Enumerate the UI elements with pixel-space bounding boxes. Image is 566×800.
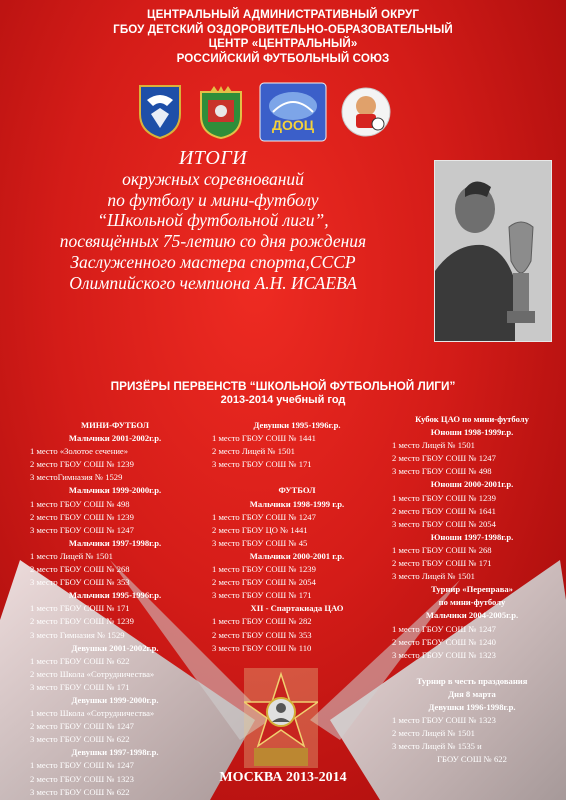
player-with-trophy-photo: [435, 161, 551, 341]
header-line: ГБОУ ДЕТСКИЙ ОЗДОРОВИТЕЛЬНО-ОБРАЗОВАТЕЛЬНЫЙ: [113, 22, 453, 36]
category-heading: Юноши 1997-1998г.р.: [430, 531, 514, 542]
category-heading: Мальчики 1995-1996г.р.: [68, 590, 162, 601]
prizewinners-header: [0, 379, 566, 407]
category-heading: Девушки 1997-1998г.р.: [71, 747, 159, 758]
category-heading: Турнир «Переправа»: [431, 584, 513, 595]
result-line: 3 место ГБОУ СОШ № 171: [212, 590, 312, 601]
result-line: 1 место «Золотое сечение»: [30, 446, 129, 457]
result-line: 2 место ГБОУ СОШ № 1247: [30, 721, 134, 732]
result-line: 3 место ГБОУ СОШ № 171: [212, 459, 312, 470]
category-heading: Юноши 1998-1999г.р.: [430, 427, 514, 438]
organization-header: [0, 8, 566, 66]
category-heading: Юноши 2000-2001г.р.: [430, 479, 514, 490]
result-line: 2 место ГБОУ СОШ № 171: [392, 558, 492, 569]
category-heading: Дня 8 марта: [448, 688, 496, 699]
result-line: 1 место ГБОУ СОШ № 1247: [392, 623, 496, 634]
results-column-left: [30, 419, 200, 799]
headline-line: “Школьной футбольной лиги”,: [97, 210, 329, 231]
results-column-right: [392, 413, 552, 767]
headline-line: посвящённых 75-летию со дня рождения: [59, 231, 367, 252]
result-line: 2 место ГБОУ СОШ № 353: [212, 629, 312, 640]
result-line: 2 место ГБОУ СОШ № 1323: [30, 773, 134, 784]
category-heading: Мальчики 2004-2005г.р.: [425, 610, 519, 621]
result-line: 1 место Лицей № 1501: [392, 440, 475, 451]
result-line: 1 место ГБОУ СОШ № 282: [212, 616, 312, 627]
category-heading: XII - Спартакиада ЦАО: [250, 603, 344, 614]
headline-line: Олимпийского чемпиона А.Н. ИСАЕВА: [69, 272, 357, 293]
results-column-middle: [212, 419, 382, 655]
category-heading: по мини-футболу: [438, 597, 506, 608]
column-spacer: [392, 662, 552, 675]
result-line: 1 место ГБОУ СОШ № 1247: [212, 511, 316, 522]
result-line: 2 место Лицей № 1501: [212, 446, 295, 457]
result-line: 1 место ГБОУ СОШ № 171: [30, 603, 130, 614]
result-line: 3 место ГБОУ СОШ № 622: [30, 786, 130, 797]
result-line: 3 местоГимназия № 1529: [30, 472, 123, 483]
category-heading: Турнир в честь праздования: [416, 675, 528, 686]
footer-city-year: МОСКВА 2013-2014: [219, 770, 347, 785]
result-line: 3 место ГБОУ СОШ № 498: [392, 466, 492, 477]
category-heading: Мальчики 1998-1999 г.р.: [249, 498, 345, 509]
result-line: 3 место ГБОУ СОШ № 45: [212, 537, 308, 548]
result-line: 1 место ГБОУ СОШ № 622: [30, 655, 130, 666]
category-heading: Девушки 2001-2002г.р.: [71, 642, 159, 653]
result-line: 3 место ГБОУ СОШ № 1247: [30, 524, 134, 535]
result-line: ГБОУ СОШ № 622: [437, 754, 507, 765]
category-heading: Кубок ЦАО по мини-футболу: [415, 414, 529, 424]
result-line: 3 место ГБОУ СОШ № 622: [30, 734, 130, 745]
headline: [8, 148, 418, 294]
result-line: 3 место ГБОУ СОШ № 2054: [392, 518, 496, 529]
result-line: 1 место ГБОУ СОШ № 1239: [212, 564, 316, 575]
prizewinners-title: ПРИЗЁРЫ ПЕРВЕНСТВ “ШКОЛЬНОЙ ФУТБОЛЬНОЙ ЛИГИ”: [110, 379, 456, 393]
header-line: РОССИЙСКИЙ ФУТБОЛЬНЫЙ СОЮЗ: [176, 51, 390, 65]
result-line: 2 место ГБОУ СОШ № 1247: [392, 453, 496, 464]
category-heading: Мальчики 1997-1998г.р.: [68, 537, 162, 548]
result-line: 2 место ГБОУ СОШ № 2054: [212, 577, 316, 588]
result-line: 2 место ГБОУ СОШ № 1239: [30, 616, 134, 627]
result-line: 1 место ГБОУ СОШ № 268: [392, 544, 492, 555]
category-heading: Девушки 1999-2000г.р.: [71, 694, 159, 705]
result-line: 1 место ГБОУ СОШ № 498: [30, 498, 130, 509]
result-line: 3 место ГБОУ СОШ № 1323: [392, 649, 496, 660]
headline-line: Заслуженного мастера спорта,СССР: [70, 251, 356, 272]
dooc-logo-icon: [259, 82, 327, 142]
header-line: ЦЕНТР «ЦЕНТРАЛЬНЫЙ»: [208, 37, 358, 50]
result-line: 3 место Лицей № 1535 и: [392, 741, 482, 752]
result-line: 2 место ГБОУ СОШ № 1239: [30, 459, 134, 470]
result-line: 2 место Школа «Сотрудничества»: [30, 668, 155, 679]
result-line: 2 место ГБОУ ЦО № 1441: [212, 524, 308, 535]
result-line: 1 место Школа «Сотрудничества»: [30, 708, 155, 719]
result-line: 3 место Лицей № 1501: [392, 571, 475, 582]
column-spacer: [212, 471, 382, 484]
district-emblem-icon: [137, 84, 183, 140]
mascot-logo-icon: [340, 86, 392, 138]
result-line: 1 место ГБОУ СОШ № 1441: [212, 433, 316, 444]
result-line: 2 место ГБОУ СОШ № 1240: [392, 636, 496, 647]
result-line: 2 место ГБОУ СОШ № 1239: [30, 511, 134, 522]
headline-title: ИТОГИ: [178, 147, 248, 169]
result-line: 3 место Гимназия № 1529: [30, 629, 125, 640]
category-heading: Мальчики 2000-2001 г.р.: [249, 550, 345, 561]
order-medal-icon: [244, 668, 318, 768]
result-line: 3 место ГБОУ СОШ № 171: [30, 681, 130, 692]
result-line: 1 место ГБОУ СОШ № 1247: [30, 760, 134, 771]
result-line: 1 место ГБОУ СОШ № 1323: [392, 715, 496, 726]
logo-row: [0, 82, 566, 142]
prizewinners-subtitle: 2013-2014 учебный год: [220, 394, 346, 406]
category-heading: Мальчики 2001-2002г.р.: [68, 433, 162, 444]
category-heading: Девушки 1995-1996г.р.: [253, 420, 341, 430]
result-line: 2 место ГБОУ СОШ № 1641: [392, 505, 496, 516]
result-line: 1 место Лицей № 1501: [30, 550, 113, 561]
result-line: 3 место ГБОУ СОШ № 110: [212, 642, 312, 653]
header-line: ЦЕНТРАЛЬНЫЙ АДМИНИСТРАТИВНЫЙ ОКРУГ: [147, 8, 419, 21]
result-line: 1 место ГБОУ СОШ № 1239: [392, 492, 496, 503]
headline-line: по футболу и мини-футболу: [107, 189, 319, 210]
category-heading: Девушки 1996-1998г.р.: [428, 702, 516, 713]
moscow-coat-of-arms-icon: [198, 86, 244, 140]
player-photo: [434, 160, 552, 342]
result-line: 2 место ГБОУ СОШ № 268: [30, 564, 130, 575]
dooc-logo-text: ДООЦ: [272, 117, 314, 133]
category-heading: МИНИ-ФУТБОЛ: [80, 420, 150, 430]
result-line: 2 место Лицей № 1501: [392, 728, 475, 739]
result-line: 3 место ГБОУ СОШ № 353: [30, 577, 130, 588]
category-heading: ФУТБОЛ: [278, 485, 316, 496]
headline-line: окружных соревнований: [122, 168, 304, 189]
category-heading: Мальчики 1999-2000г.р.: [68, 485, 162, 496]
